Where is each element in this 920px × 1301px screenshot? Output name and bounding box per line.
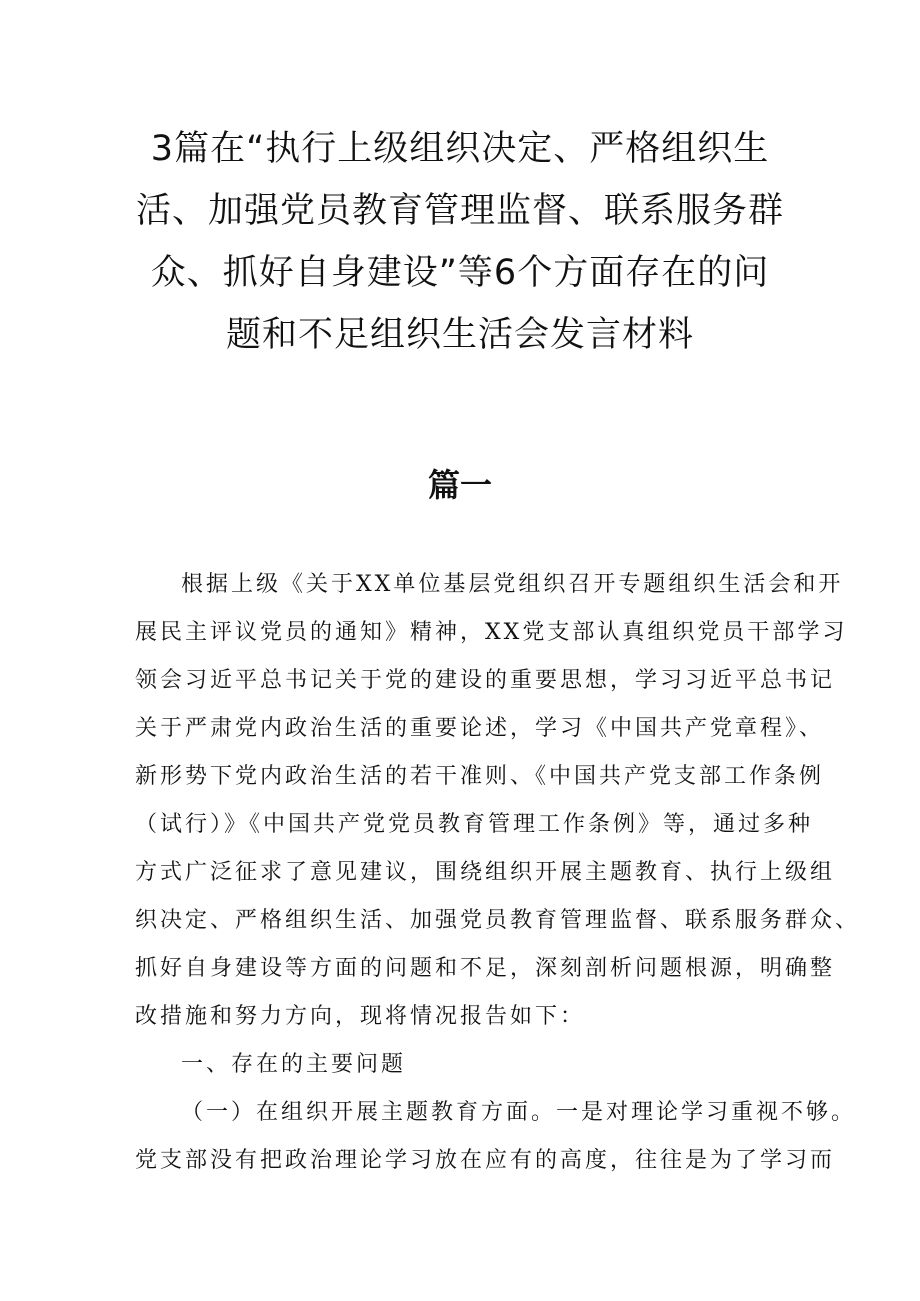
title-line: 活、加强党员教育管理监督、联系服务群 (135, 191, 784, 231)
paragraph-line: 领会习近平总书记关于党的建设的重要思想，学习习近平总书记 (135, 668, 836, 693)
title-line: 题和不足组织生活会发言材料 (225, 315, 694, 355)
problem-paragraph (135, 1089, 857, 1185)
subheading-text: 一、存在的主要问题 (181, 1052, 407, 1077)
intro-paragraph (135, 561, 861, 1041)
paragraph-line: 新形势下党内政治生活的若干准则、《中国共产党支部工作条例 (135, 764, 825, 789)
title-line: 3篇在“执行上级组织决定、严格组织生 (150, 129, 770, 169)
title-line: 众、抓好自身建设”等6个方面存在的问 (150, 253, 770, 293)
paragraph-line: 展民主评议党员的通知》精神，XX党支部认真组织党员干部学习 (135, 620, 848, 645)
paragraph-line: 方式广泛征求了意见建议，围绕组织开展主题教育、执行上级组 (135, 860, 836, 885)
paragraph-line: （试行）》《中国共产党党员教育管理工作条例》等，通过多种 (135, 812, 814, 837)
paragraph-line: 党支部没有把政治理论学习放在应有的高度，往往是为了学习而 (135, 1148, 836, 1173)
paragraph-line: 织决定、严格组织生活、加强党员教育管理监督、联系服务群众、 (135, 908, 861, 933)
section-heading: 篇一 (427, 466, 492, 504)
paragraph-line: 根据上级《关于XX单位基层党组织召开专题组织生活会和开 (181, 572, 844, 597)
paragraph-line: 抓好自身建设等方面的问题和不足，深刻剖析问题根源，明确整 (135, 956, 836, 981)
document-title (130, 118, 790, 366)
paragraph-line: （一）在组织开展主题教育方面。一是对理论学习重视不够。 (181, 1100, 857, 1125)
subheading-main-problems (135, 1041, 815, 1089)
paragraph-line: 改措施和努力方向，现将情况报告如下： (135, 1004, 586, 1029)
paragraph-line: 关于严肃党内政治生活的重要论述，学习《中国共产党章程》、 (135, 716, 825, 741)
